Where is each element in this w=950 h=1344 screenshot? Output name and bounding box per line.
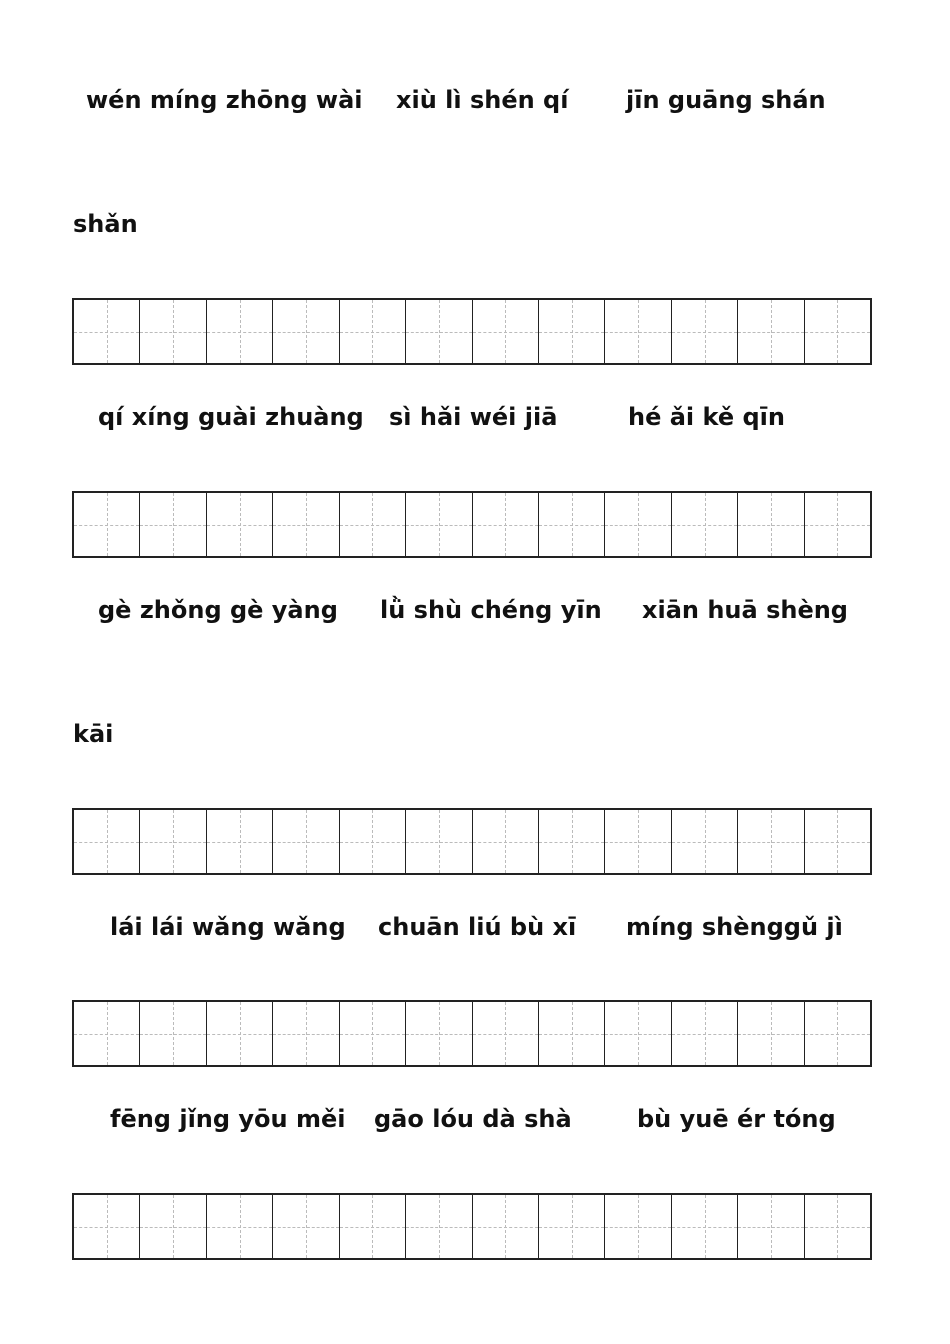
pinyin-phrase: lǜ shù chéng yīn bbox=[380, 596, 602, 624]
grid-cell[interactable] bbox=[738, 810, 804, 873]
grid-cell[interactable] bbox=[473, 300, 539, 363]
grid-cell[interactable] bbox=[207, 1002, 273, 1065]
pinyin-phrase: fēng jǐng yōu měi bbox=[110, 1105, 346, 1133]
grid-cell[interactable] bbox=[140, 810, 206, 873]
grid-cell[interactable] bbox=[738, 300, 804, 363]
grid-cell[interactable] bbox=[207, 493, 273, 556]
writing-grid[interactable] bbox=[72, 491, 872, 558]
pinyin-phrase: xiù lì shén qí bbox=[396, 86, 569, 114]
grid-cell[interactable] bbox=[605, 493, 671, 556]
grid-cell[interactable] bbox=[340, 300, 406, 363]
grid-cell[interactable] bbox=[473, 1002, 539, 1065]
grid-cell[interactable] bbox=[672, 810, 738, 873]
grid-cell[interactable] bbox=[74, 1002, 140, 1065]
grid-cell[interactable] bbox=[207, 1195, 273, 1258]
writing-grid[interactable] bbox=[72, 808, 872, 875]
pinyin-phrase: chuān liú bù xī bbox=[378, 913, 577, 941]
grid-cell[interactable] bbox=[805, 493, 870, 556]
grid-cell[interactable] bbox=[805, 810, 870, 873]
grid-cell[interactable] bbox=[340, 493, 406, 556]
grid-cell[interactable] bbox=[605, 1002, 671, 1065]
grid-cell[interactable] bbox=[672, 300, 738, 363]
writing-grid[interactable] bbox=[72, 298, 872, 365]
grid-cell[interactable] bbox=[74, 493, 140, 556]
pinyin-phrase: wén míng zhōng wài bbox=[86, 86, 363, 114]
grid-cell[interactable] bbox=[672, 1002, 738, 1065]
pinyin-phrase: gè zhǒng gè yàng bbox=[98, 596, 338, 624]
grid-cell[interactable] bbox=[738, 1002, 804, 1065]
grid-cell[interactable] bbox=[539, 810, 605, 873]
grid-cell[interactable] bbox=[140, 493, 206, 556]
grid-cell[interactable] bbox=[473, 810, 539, 873]
grid-cell[interactable] bbox=[672, 493, 738, 556]
grid-cell[interactable] bbox=[738, 493, 804, 556]
grid-cell[interactable] bbox=[539, 1195, 605, 1258]
grid-cell[interactable] bbox=[74, 300, 140, 363]
grid-cell[interactable] bbox=[805, 1195, 870, 1258]
grid-cell[interactable] bbox=[273, 493, 339, 556]
grid-cell[interactable] bbox=[340, 1195, 406, 1258]
grid-cell[interactable] bbox=[805, 300, 870, 363]
pinyin-continuation: kāi bbox=[73, 720, 114, 748]
grid-cell[interactable] bbox=[340, 1002, 406, 1065]
writing-grid[interactable] bbox=[72, 1000, 872, 1067]
pinyin-phrase: míng shènggǔ jì bbox=[626, 913, 843, 941]
writing-grid[interactable] bbox=[72, 1193, 872, 1260]
pinyin-phrase: jīn guāng shán bbox=[626, 86, 826, 114]
grid-cell[interactable] bbox=[140, 1195, 206, 1258]
grid-cell[interactable] bbox=[672, 1195, 738, 1258]
pinyin-phrase: qí xíng guài zhuàng bbox=[98, 403, 364, 431]
grid-cell[interactable] bbox=[406, 1195, 472, 1258]
grid-cell[interactable] bbox=[340, 810, 406, 873]
grid-cell[interactable] bbox=[406, 1002, 472, 1065]
grid-cell[interactable] bbox=[74, 810, 140, 873]
grid-cell[interactable] bbox=[605, 810, 671, 873]
grid-cell[interactable] bbox=[605, 300, 671, 363]
grid-cell[interactable] bbox=[74, 1195, 140, 1258]
grid-cell[interactable] bbox=[207, 300, 273, 363]
pinyin-continuation: shǎn bbox=[73, 210, 138, 238]
grid-cell[interactable] bbox=[738, 1195, 804, 1258]
grid-cell[interactable] bbox=[273, 810, 339, 873]
grid-cell[interactable] bbox=[605, 1195, 671, 1258]
grid-cell[interactable] bbox=[406, 300, 472, 363]
grid-cell[interactable] bbox=[473, 1195, 539, 1258]
grid-cell[interactable] bbox=[805, 1002, 870, 1065]
grid-cell[interactable] bbox=[273, 300, 339, 363]
grid-cell[interactable] bbox=[406, 493, 472, 556]
grid-cell[interactable] bbox=[539, 493, 605, 556]
grid-cell[interactable] bbox=[140, 300, 206, 363]
pinyin-phrase: hé ǎi kě qīn bbox=[628, 403, 785, 431]
pinyin-phrase: bù yuē ér tóng bbox=[637, 1105, 836, 1133]
grid-cell[interactable] bbox=[273, 1002, 339, 1065]
grid-cell[interactable] bbox=[273, 1195, 339, 1258]
grid-cell[interactable] bbox=[539, 1002, 605, 1065]
pinyin-phrase: gāo lóu dà shà bbox=[374, 1105, 572, 1133]
pinyin-phrase: sì hǎi wéi jiā bbox=[389, 403, 558, 431]
grid-cell[interactable] bbox=[539, 300, 605, 363]
pinyin-phrase: xiān huā shèng bbox=[642, 596, 848, 624]
grid-cell[interactable] bbox=[207, 810, 273, 873]
grid-cell[interactable] bbox=[473, 493, 539, 556]
pinyin-phrase: lái lái wǎng wǎng bbox=[110, 913, 346, 941]
grid-cell[interactable] bbox=[140, 1002, 206, 1065]
grid-cell[interactable] bbox=[406, 810, 472, 873]
